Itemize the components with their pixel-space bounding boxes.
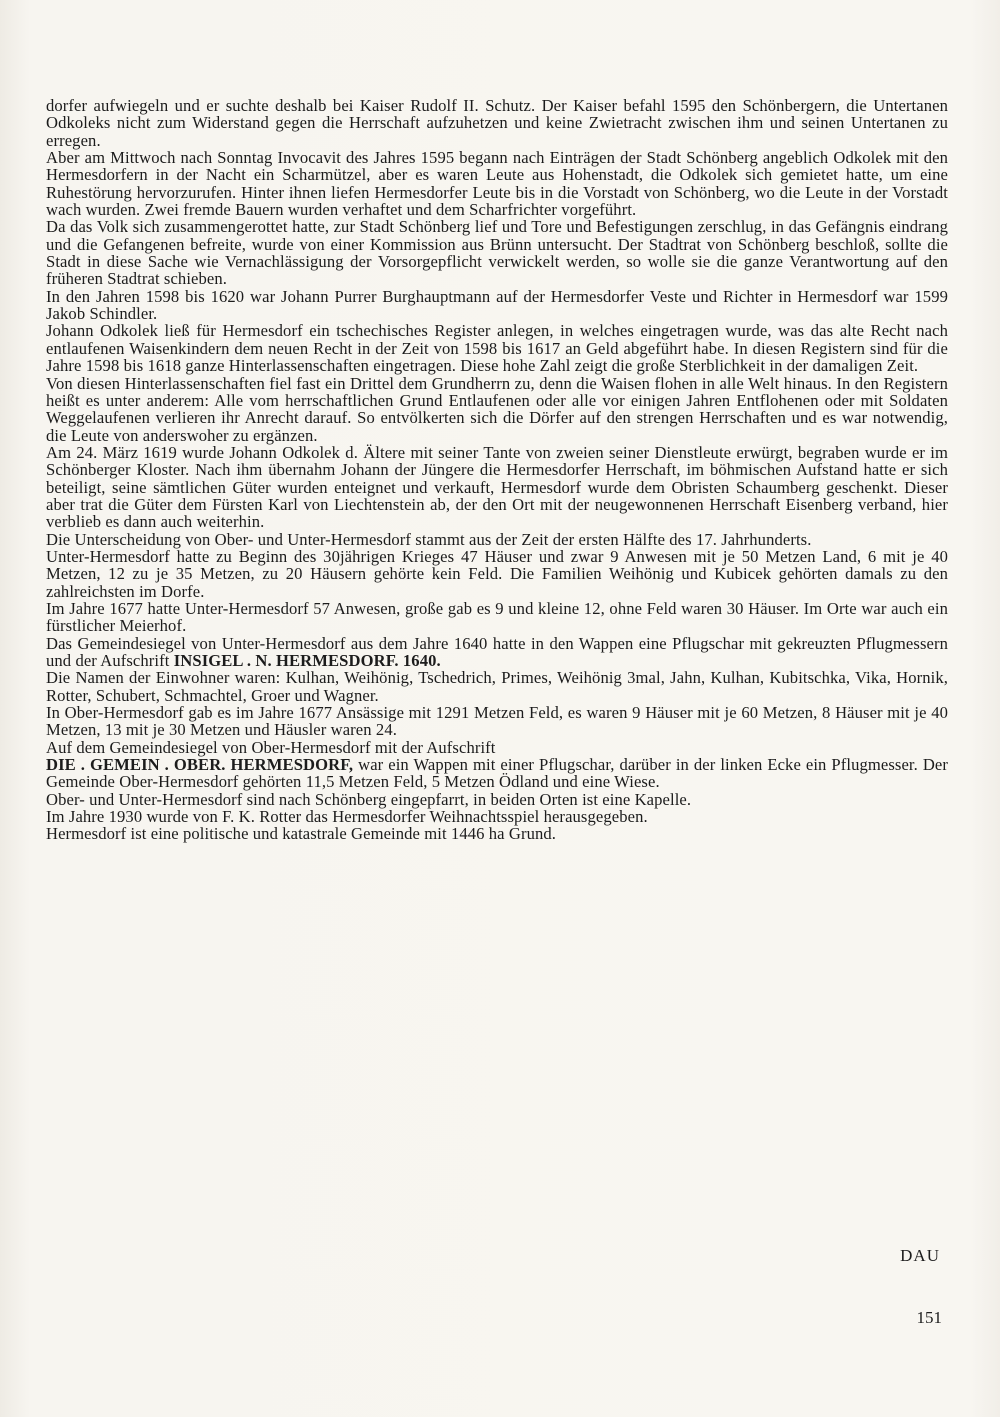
paragraph: Unter-Hermesdorf hatte zu Beginn des 30jährigen Krieges 47 Häuser und zwar 9 Anwesen mit je 50 Metzen Land, 6 mit je 40 Metzen, 12 zu je 35 Metzen, zu 20 Häusern gehörte kein Feld. Die Familien Weihönig und Kubicek gehörten damals zu den zahlreichsten im Dorfe. — [46, 546, 948, 601]
paragraph: Auf dem Gemeindesiegel von Ober-Hermesdorf mit der Aufschrift — [46, 737, 496, 757]
seal-ober-text: war ein Wappen mit einer Pflugschar, darüber in der linken Ecke ein Pflugmesser. Der Gemeinde Ober-Hermesdorf gehörten 11,5 Metzen Feld, 5 Metzen Ödland und eine Wiese. — [46, 755, 949, 792]
paragraph: Am 24. März 1619 wurde Johann Odkolek d. Ältere mit seiner Tante von zweien seiner Dienstleute erwürgt, begraben wurde er im Schönberger Kloster. Nach ihm übernahm Johann der Jüngere die Hermesdorfer Herrschaft, im böhmischen Aufstand hatte er sich beteiligt, seine sämtlichen Güter wurden enteignet und verkauft, Hermesdorf wurde dem Obristen Schaumberg geschenkt. Dieser aber trat die Güter dem Fürsten Karl von Liechtenstein ab, der den Ort mit der neugewonnenen Herrschaft Eisenberg verband, hier verblieb es dann auch weiterhin. — [46, 442, 948, 532]
seal-ober-paragraph — [46, 756, 948, 791]
paragraph: Da das Volk sich zusammengerottet hatte, zur Stadt Schönberg lief und Tore und Befestigungen zerschlug, in das Gefängnis eindrang und die Gefangenen befreite, wurde von einer Kommission aus Brünn untersucht. Der Stadtrat von Schönberg beschloß, sollte die Stadt in diese Sache wie Vernachlässigung der Vorsorgepflicht verwickelt werden, so wolle sie die ganze Verantwortung auf den früheren Stadtrat schieben. — [46, 217, 948, 289]
seal-ober-inscription: DIE . GEMEIN . OBER. HERMESDORF, — [46, 755, 354, 775]
paragraph: Die Namen der Einwohner waren: Kulhan, Weihönig, Tschedrich, Primes, Weihönig 3mal, Jahn, Kulhan, Kubitschka, Vika, Hornik, Rotter, Schubert, Schmachtel, Groer und Wagner. — [46, 668, 948, 705]
author-signature: DAU — [900, 1246, 940, 1265]
body-text — [46, 97, 948, 843]
paragraph: Johann Odkolek ließ für Hermesdorf ein tschechisches Register anlegen, in welches eingetragen wurde, was das alte Recht nach entlaufenen Waisenkindern dem neuen Recht in der Zeit von 1598 bis 1617 an Geld abgeführt habe. In diesen Registern sind für die Jahre 1598 bis 1618 ganze Hinterlassenschaften eingetragen. Diese hohe Zahl zeigt die große Sterblichkeit in der damaligen Zeit. — [46, 321, 948, 376]
paragraph: Im Jahre 1930 wurde von F. K. Rotter das Hermesdorfer Weihnachtsspiel herausgegeben. — [46, 807, 648, 827]
paragraph: Hermesdorf ist eine politische und katastrale Gemeinde mit 1446 ha Grund. — [46, 824, 557, 844]
paragraph: Die Unterscheidung von Ober- und Unter-Hermesdorf stammt aus der Zeit der ersten Hälfte des 17. Jahrhunderts. — [46, 529, 812, 549]
paragraph: In Ober-Hermesdorf gab es im Jahre 1677 Ansässige mit 1291 Metzen Feld, es waren 9 Häuser mit je 60 Metzen, 8 Häuser mit je 40 Metzen, 13 mit je 30 Metzen und Häusler waren 24. — [46, 703, 948, 740]
paragraph: dorfer aufwiegeln und er suchte deshalb bei Kaiser Rudolf II. Schutz. Der Kaiser befahl 1595 den Schönbergern, die Untertanen Odkoleks nicht zum Widerstand gegen die Herrschaft aufzuhetzen und keine Zwietracht zwischen ihm und seinen Untertanen zu erregen. — [46, 96, 948, 150]
paragraph: Ober- und Unter-Hermesdorf sind nach Schönberg eingepfarrt, in beiden Orten ist eine Kapelle. — [46, 789, 692, 809]
page-number: 151 — [916, 1308, 942, 1327]
paragraph: In den Jahren 1598 bis 1620 war Johann Purrer Burghauptmann auf der Hermesdorfer Veste und Richter in Hermesdorf war 1599 Jakob Schindler. — [46, 286, 948, 324]
seal-unter-paragraph — [46, 635, 948, 670]
paragraph: Im Jahre 1677 hatte Unter-Hermesdorf 57 Anwesen, große gab es 9 und kleine 12, ohne Feld waren 30 Häuser. Im Orte war auch ein fürstlicher Meierhof. — [46, 598, 948, 636]
seal-unter-inscription: INSIGEL . N. HERMESDORF. 1640. — [173, 651, 441, 670]
seal-unter-text: Das Gemeindesiegel von Unter-Hermesdorf aus dem Jahre 1640 hatte in den Wappen eine Pflugschar mit gekreuzten Pflugmessern und der Aufschrift — [46, 633, 948, 670]
paragraph: Aber am Mittwoch nach Sonntag Invocavit des Jahres 1595 begann nach Einträgen der Stadt Schönberg angeblich Odkolek mit den Hermesdorfern in der Nacht ein Scharmützel, aber es waren Leute aus Hohenstadt, die Odkolek sich gemietet hatte, um eine Ruhestörung hervorzurufen. Hinter ihnen liefen Hermesdorfer Leute bis in die Vorstadt von Schönberg, wo die Leute in der Vorstadt wach wurden. Zwei fremde Bauern wurden verhaftet und dem Scharfrichter vorgeführt. — [46, 148, 948, 220]
paragraph: Von diesen Hinterlassenschaften fiel fast ein Drittel dem Grundherrn zu, denn die Waisen flohen in alle Welt hinaus. In den Registern heißt es unter anderem: Alle vom herrschaftlichen Grund Entlaufenen oder alle vor einigen Jahren Entflohenen oder mit Soldaten Weggelaufenen verlieren ihr Anrecht darauf. So entvölkerten sich die Dörfer auf den strengen Herrschaften und es war notwendig, die Leute von anderswoher zu ergänzen. — [46, 373, 948, 445]
